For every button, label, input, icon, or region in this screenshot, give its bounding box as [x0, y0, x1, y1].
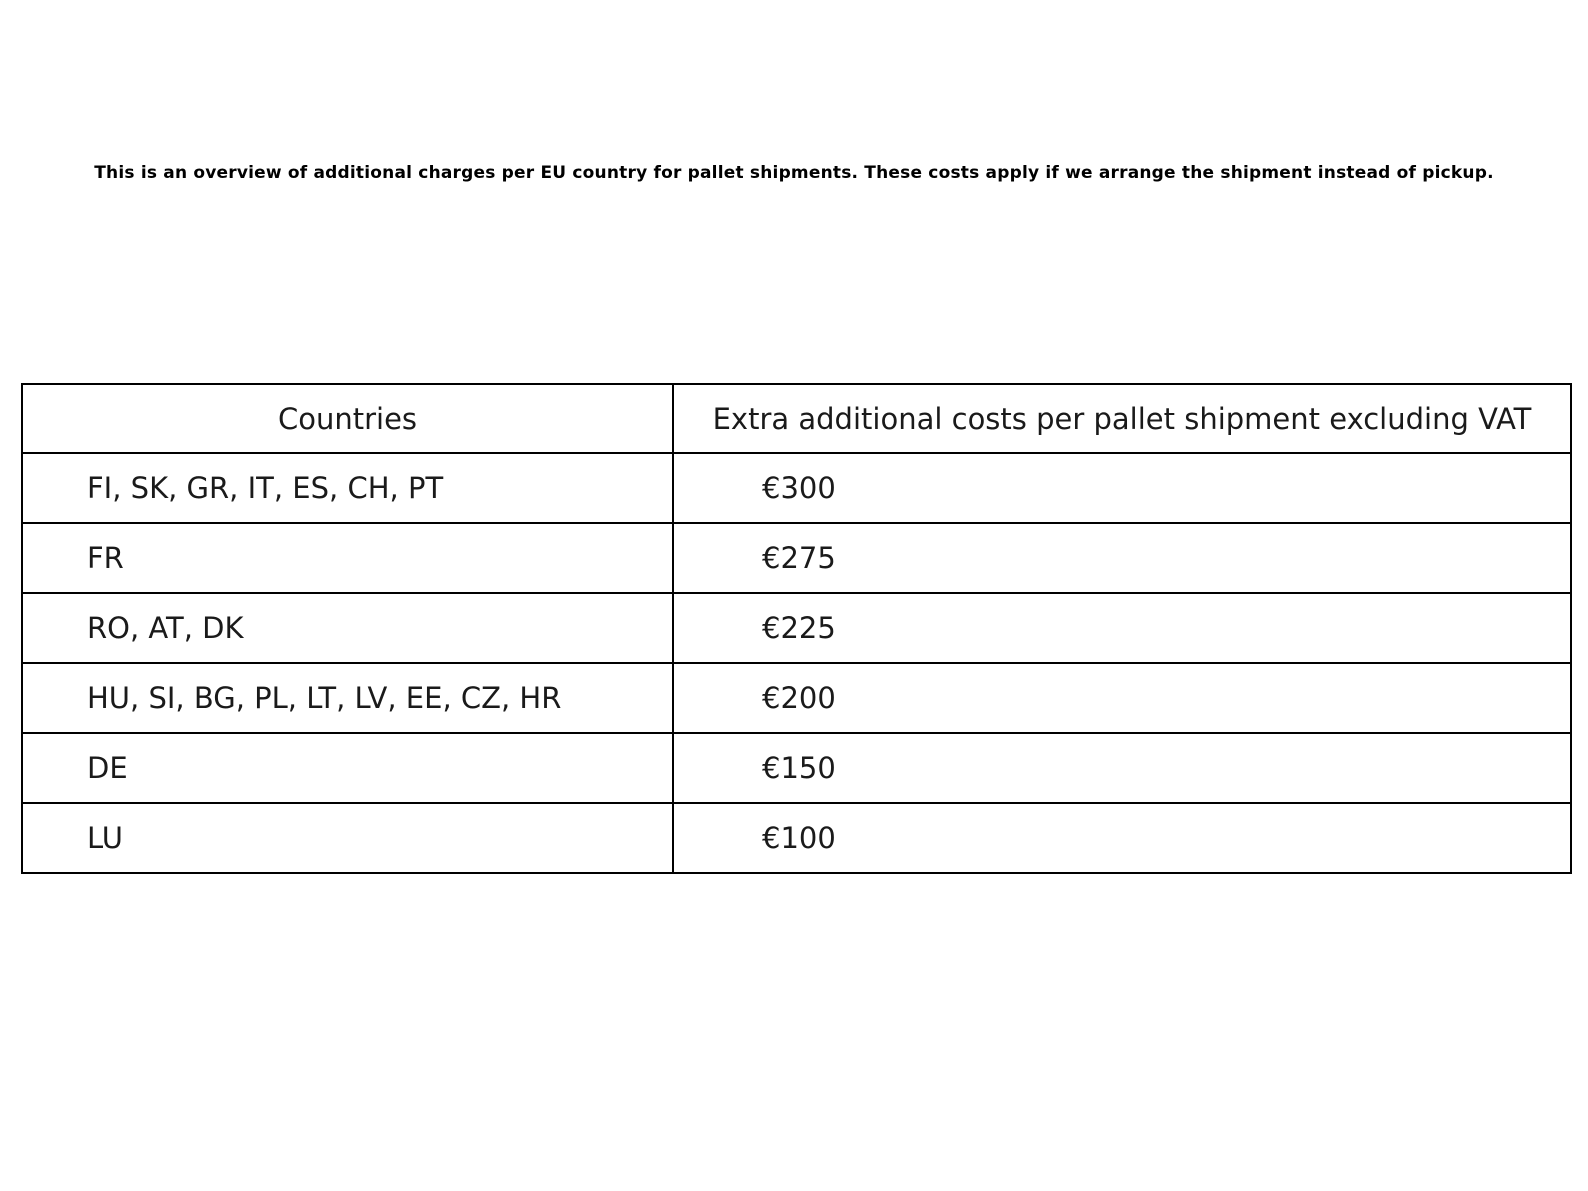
intro-text: This is an overview of additional charges per EU country for pallet shipments. These costs apply if we arrange the shipment instead of pickup. — [94, 163, 1494, 183]
table-row — [22, 593, 1571, 663]
countries-cell: DE — [22, 733, 673, 803]
charges-table — [21, 383, 1572, 874]
cost-cell: €300 — [673, 453, 1571, 523]
countries-cell: RO, AT, DK — [22, 593, 673, 663]
countries-cell: LU — [22, 803, 673, 873]
table-row — [22, 523, 1571, 593]
column-header-countries: Countries — [22, 384, 673, 453]
cost-cell: €275 — [673, 523, 1571, 593]
table-row — [22, 733, 1571, 803]
countries-cell: HU, SI, BG, PL, LT, LV, EE, CZ, HR — [22, 663, 673, 733]
table-row — [22, 803, 1571, 873]
cost-cell: €100 — [673, 803, 1571, 873]
table-row — [22, 663, 1571, 733]
cost-cell: €225 — [673, 593, 1571, 663]
countries-cell: FI, SK, GR, IT, ES, CH, PT — [22, 453, 673, 523]
cost-cell: €150 — [673, 733, 1571, 803]
cost-cell: €200 — [673, 663, 1571, 733]
table-header-row — [22, 384, 1571, 453]
table-row — [22, 453, 1571, 523]
column-header-costs: Extra additional costs per pallet shipment excluding VAT — [673, 384, 1571, 453]
countries-cell: FR — [22, 523, 673, 593]
